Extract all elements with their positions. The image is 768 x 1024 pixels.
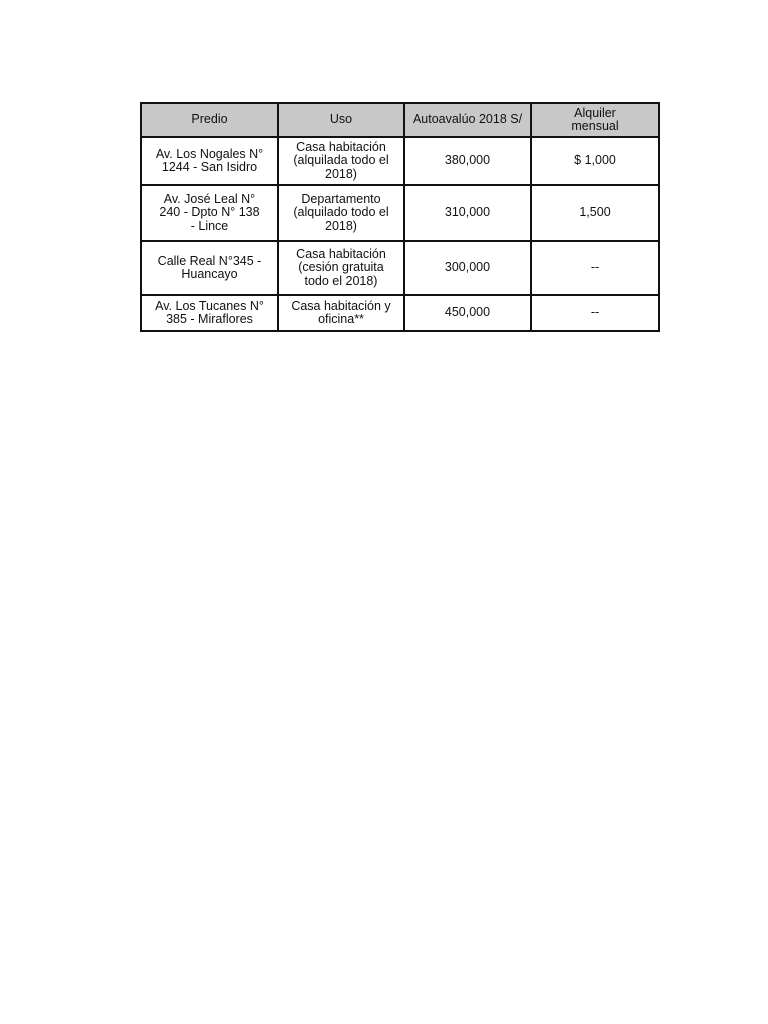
cell-predio: Av. Los Nogales N° 1244 - San Isidro — [141, 137, 278, 185]
header-autoavaluo: Autoavalúo 2018 S/ — [404, 103, 531, 137]
cell-uso: Casa habitación y oficina** — [278, 295, 404, 331]
cell-alquiler: $ 1,000 — [531, 137, 659, 185]
header-alquiler-mensual: Alquiler mensual — [531, 103, 659, 137]
cell-predio: Av. José Leal N° 240 - Dpto N° 138 - Lince — [141, 185, 278, 241]
table-row — [141, 295, 659, 331]
table-row — [141, 241, 659, 295]
table-header — [141, 103, 659, 137]
cell-uso: Casa habitación (alquilada todo el 2018) — [278, 137, 404, 185]
table-row — [141, 137, 659, 185]
cell-alquiler: -- — [531, 295, 659, 331]
cell-autoavaluo: 300,000 — [404, 241, 531, 295]
cell-predio: Av. Los Tucanes N° 385 - Miraflores — [141, 295, 278, 331]
cell-autoavaluo: 310,000 — [404, 185, 531, 241]
header-predio: Predio — [141, 103, 278, 137]
property-table — [140, 102, 660, 332]
cell-alquiler: -- — [531, 241, 659, 295]
header-uso: Uso — [278, 103, 404, 137]
header-row — [141, 103, 659, 137]
cell-autoavaluo: 380,000 — [404, 137, 531, 185]
cell-uso: Departamento (alquilado todo el 2018) — [278, 185, 404, 241]
cell-autoavaluo: 450,000 — [404, 295, 531, 331]
cell-alquiler: 1,500 — [531, 185, 659, 241]
cell-uso: Casa habitación (cesión gratuita todo el 2018) — [278, 241, 404, 295]
table-row — [141, 185, 659, 241]
cell-predio: Calle Real N°345 - Huancayo — [141, 241, 278, 295]
table-body — [141, 137, 659, 331]
